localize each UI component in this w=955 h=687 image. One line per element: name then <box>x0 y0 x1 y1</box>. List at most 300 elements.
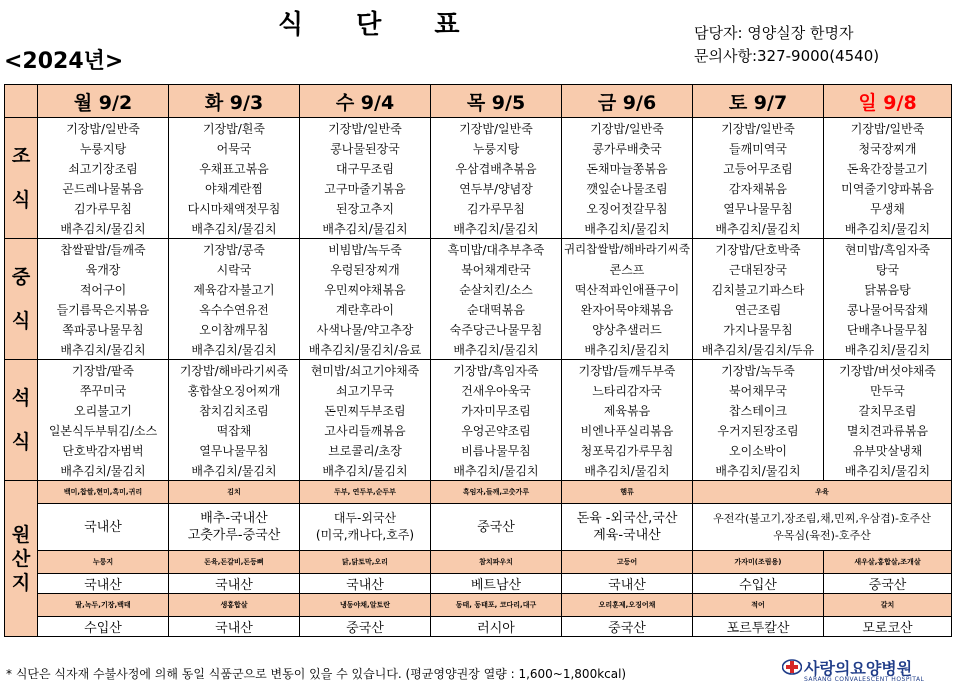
menu-item <box>169 118 300 139</box>
menu-item-text: 우거지된장조림 <box>717 423 799 438</box>
origin-label: 원 산 지 <box>5 481 38 637</box>
menu-item <box>431 460 562 481</box>
menu-item-text: 기장밥/콩죽 <box>202 242 265 257</box>
menu-item <box>431 380 562 400</box>
page-title: 식 단 표 <box>278 10 482 40</box>
menu-item <box>169 319 300 339</box>
menu-item-text: 오이소박이 <box>729 443 787 458</box>
menu-item-text: 열무나물무침 <box>723 201 793 216</box>
menu-item-text: 들기름묵은지볶음 <box>56 302 150 317</box>
menu-item <box>824 218 952 239</box>
menu-item-text: 연두부/양념장 <box>459 181 533 196</box>
origin-value: 중국산 <box>431 504 562 551</box>
origin-head: 새우살,홍합살,조개살 <box>824 551 952 574</box>
origin-value: 베트남산 <box>431 574 562 594</box>
menu-item-text: 갈치무조림 <box>858 403 917 418</box>
menu-item <box>169 138 300 158</box>
menu-item <box>431 279 562 299</box>
menu-item <box>38 239 169 260</box>
menu-item <box>169 440 300 460</box>
menu-item <box>693 158 824 178</box>
menu-item <box>693 440 824 460</box>
menu-item <box>562 239 693 260</box>
menu-item-text: 배추김치/물김치 <box>191 221 277 236</box>
menu-item <box>431 118 562 139</box>
menu-item <box>300 158 431 178</box>
menu-item-text: 배추김치/물김치 <box>191 342 277 357</box>
menu-item <box>562 460 693 481</box>
menu-item-text: 배추김치/물김치 <box>191 463 277 478</box>
menu-item-text: 참치김치조림 <box>199 403 269 418</box>
menu-item <box>562 259 693 279</box>
origin-head: 닭,닭토막,오리 <box>300 551 431 574</box>
menu-item <box>693 279 824 299</box>
origin-head: 동태, 동태포, 코다리,대구 <box>431 594 562 617</box>
menu-item <box>562 339 693 360</box>
origin-head: 누룽지 <box>38 551 169 574</box>
menu-item-text: 배추김치/물김치 <box>322 221 408 236</box>
menu-item-text: 흑미밥/대추부추죽 <box>447 242 545 257</box>
origin-value: 국내산 <box>300 574 431 594</box>
menu-item-text: 북어채무국 <box>729 383 787 398</box>
origin-value: 국내산 <box>169 617 300 637</box>
menu-item <box>562 440 693 460</box>
origin-value: 우전각(불고기,장조림,채,민찌,우삼겹)-호주산 우목심(육전)-호주산 <box>693 504 952 551</box>
menu-item <box>169 279 300 299</box>
menu-item <box>693 259 824 279</box>
menu-item <box>38 400 169 420</box>
menu-item <box>824 360 952 381</box>
menu-item-text: 현미밥/쇠고기야채죽 <box>310 363 420 378</box>
menu-item-text: 어묵국 <box>216 141 252 156</box>
origin-head: 적어 <box>693 594 824 617</box>
menu-item-text: 기장밥/일반죽 <box>459 121 533 136</box>
menu-item-text: 현미밥/흑임자죽 <box>844 242 931 257</box>
menu-item <box>693 380 824 400</box>
menu-item-text: 배추김치/물김치 <box>584 463 670 478</box>
menu-item-text: 탕국 <box>875 262 900 277</box>
menu-item <box>824 339 952 360</box>
menu-item <box>300 339 431 360</box>
origin-value: 국내산 <box>38 574 169 594</box>
origin-head: 돈육,돈갈비,돈등뼈 <box>169 551 300 574</box>
origin-value: 수입산 <box>693 574 824 594</box>
menu-item <box>431 259 562 279</box>
menu-item-text: 배추김치/물김치 <box>60 342 146 357</box>
menu-item-text: 콘스프 <box>609 262 645 277</box>
menu-item-text: 기장밥/흰죽 <box>202 121 265 136</box>
origin-value: 대두-외국산 (미국,캐나다,호주) <box>300 504 431 551</box>
menu-item-text: 우렁된장찌개 <box>330 262 400 277</box>
menu-item-text: 배추김치/물김치 <box>844 463 931 478</box>
menu-item <box>431 319 562 339</box>
menu-item <box>38 440 169 460</box>
menu-item <box>693 118 824 139</box>
menu-item-text: 배추김치/물김치 <box>844 221 931 236</box>
origin-value: 포르투칼산 <box>693 617 824 637</box>
menu-item-text: 오징어젓갈무침 <box>586 201 668 216</box>
menu-item <box>38 138 169 158</box>
menu-item-text: 기장밥/일반죽 <box>66 121 140 136</box>
menu-item <box>300 178 431 198</box>
menu-item <box>824 158 952 178</box>
menu-item-text: 유부맛살냉채 <box>852 443 923 458</box>
menu-item-text: 단호박감자범벅 <box>62 443 144 458</box>
menu-item <box>562 360 693 381</box>
menu-item <box>824 299 952 319</box>
menu-item <box>300 299 431 319</box>
menu-item <box>824 440 952 460</box>
menu-item <box>300 239 431 260</box>
menu-item-text: 단배추나물무침 <box>846 322 929 337</box>
menu-item <box>562 198 693 218</box>
menu-item <box>562 319 693 339</box>
menu-item <box>169 400 300 420</box>
footer-note: * 식단은 식자재 수불사정에 의해 동일 식품군으로 변동이 있을 수 있습니다. (평균영양권장 열량 : 1,600~1,800kcal) <box>6 667 627 681</box>
menu-item-text: 고구마줄기볶음 <box>324 181 406 196</box>
cross-icon <box>782 658 802 676</box>
corner-cell <box>5 85 38 118</box>
day-header: 일 9/8 <box>824 85 952 118</box>
menu-item <box>169 299 300 319</box>
menu-item-text: 배추김치/물김치 <box>844 342 931 357</box>
menu-item-text: 제육볶음 <box>603 403 651 418</box>
menu-item <box>431 138 562 158</box>
menu-item <box>562 420 693 440</box>
menu-item <box>431 178 562 198</box>
menu-item <box>300 138 431 158</box>
menu-item-text: 적어구이 <box>79 282 127 297</box>
menu-item <box>562 158 693 178</box>
menu-item-text: 쇠고기장조림 <box>68 161 138 176</box>
origin-head: 두부, 연두부,순두부 <box>300 481 431 504</box>
menu-item-text: 만두국 <box>870 383 905 398</box>
menu-item-text: 콩가루배춧국 <box>592 141 662 156</box>
menu-item-text: 쪽파콩나물무침 <box>62 322 144 337</box>
menu-item-text: 양상추샐러드 <box>592 322 662 337</box>
menu-item <box>824 118 952 139</box>
menu-item-text: 콩나물된장국 <box>330 141 400 156</box>
menu-item-text: 육개장 <box>85 262 121 277</box>
menu-item-text: 기장밥/일반죽 <box>328 121 402 136</box>
menu-item-text: 브로콜리/초장 <box>328 443 402 458</box>
menu-item <box>169 380 300 400</box>
menu-item <box>562 400 693 420</box>
menu-item <box>431 158 562 178</box>
origin-head: 참치파우치 <box>431 551 562 574</box>
menu-item-text: 배추김치/물김치 <box>584 221 670 236</box>
menu-item-text: 기장밥/일반죽 <box>590 121 664 136</box>
menu-item-text: 배추김치/물김치 <box>60 221 146 236</box>
menu-item <box>693 339 824 360</box>
menu-item <box>824 380 952 400</box>
menu-item <box>38 460 169 481</box>
menu-item <box>38 158 169 178</box>
menu-item-text: 고등어무조림 <box>723 161 793 176</box>
menu-item-text: 기장밥/흑임자죽 <box>453 363 539 378</box>
menu-item <box>38 198 169 218</box>
menu-item-text: 우민찌야채볶음 <box>324 282 406 297</box>
origin-head: 고등어 <box>562 551 693 574</box>
menu-item-text: 김가루무침 <box>467 201 525 216</box>
origin-value: 중국산 <box>824 574 952 594</box>
menu-item-text: 기장밥/일반죽 <box>721 121 795 136</box>
menu-item-text: 배추김치/물김치/두유 <box>701 342 815 357</box>
origin-head: 팥,녹두,기장,백태 <box>38 594 169 617</box>
menu-item <box>38 319 169 339</box>
menu-item-text: 시락국 <box>216 262 252 277</box>
menu-item <box>431 218 562 239</box>
menu-item-text: 귀리찹쌀밥/해바라기씨죽 <box>563 242 691 256</box>
menu-item-text: 다시마채액젓무침 <box>187 201 281 216</box>
menu-item <box>38 360 169 381</box>
menu-item <box>693 198 824 218</box>
menu-item <box>38 118 169 139</box>
day-header: 토 9/7 <box>693 85 824 118</box>
menu-item-text: 배추김치/물김치 <box>322 463 408 478</box>
menu-item-text: 김가루무침 <box>74 201 132 216</box>
meal-label: 중 식 <box>5 239 38 360</box>
menu-item-text: 기장밥/들깨두부죽 <box>578 363 676 378</box>
contact-inquiry: 문의사항:327-9000(4540) <box>694 47 880 65</box>
menu-item-text: 떡잡채 <box>216 423 252 438</box>
origin-value: 중국산 <box>300 617 431 637</box>
origin-value: 중국산 <box>562 617 693 637</box>
menu-item <box>431 299 562 319</box>
menu-item <box>693 239 824 260</box>
menu-item-text: 멸치견과류볶음 <box>846 423 929 438</box>
menu-item-text: 오이참깨무침 <box>199 322 269 337</box>
day-header: 목 9/5 <box>431 85 562 118</box>
menu-item-text: 우채표고볶음 <box>199 161 269 176</box>
menu-item <box>38 178 169 198</box>
menu-item-text: 열무나물무침 <box>199 443 269 458</box>
menu-item <box>562 279 693 299</box>
menu-item-text: 기장밥/버섯야채죽 <box>839 363 936 378</box>
menu-item <box>300 460 431 481</box>
menu-item-text: 된장고추지 <box>336 201 394 216</box>
menu-item <box>169 239 300 260</box>
menu-item <box>431 239 562 260</box>
menu-item-text: 비엔나푸실리볶음 <box>580 423 674 438</box>
menu-item-text: 배추김치/물김치 <box>60 463 146 478</box>
menu-item-text: 고사리들깨볶음 <box>324 423 406 438</box>
menu-item <box>300 259 431 279</box>
menu-item-text: 기장밥/녹두죽 <box>721 363 795 378</box>
menu-table <box>4 84 952 637</box>
menu-item <box>300 440 431 460</box>
menu-item-text: 가지나물무침 <box>723 322 793 337</box>
menu-item-text: 근대된장국 <box>729 262 787 277</box>
origin-head: 흑임자,들깨,고춧가루 <box>431 481 562 504</box>
logo-name: 사랑의요양병원 <box>804 659 913 678</box>
origin-value: 국내산 <box>169 574 300 594</box>
menu-item <box>300 380 431 400</box>
menu-item-text: 배추김치/물김치 <box>453 342 539 357</box>
menu-item-text: 순살치킨/소스 <box>459 282 533 297</box>
menu-item-text: 찹쌀팥밥/들깨죽 <box>60 242 146 257</box>
menu-item <box>431 198 562 218</box>
menu-item <box>693 360 824 381</box>
menu-item-text: 배추김치/물김치 <box>584 342 670 357</box>
menu-item <box>824 319 952 339</box>
menu-item-text: 순대떡볶음 <box>467 302 525 317</box>
logo-sub: SARANG CONVALESCENT HOSPITAL <box>804 676 925 683</box>
origin-head: 햄류 <box>562 481 693 504</box>
menu-item <box>300 118 431 139</box>
menu-item-text: 찹스테이크 <box>729 403 787 418</box>
menu-item <box>38 259 169 279</box>
menu-item <box>562 218 693 239</box>
menu-item-text: 감자채볶음 <box>729 181 787 196</box>
menu-item-text: 북어채계란국 <box>461 262 531 277</box>
origin-head: 백미,찹쌀,현미,흑미,귀리 <box>38 481 169 504</box>
menu-item-text: 기장밥/일반죽 <box>850 121 925 136</box>
year-label: <2024년> <box>4 49 124 74</box>
menu-item-text: 비름나물무침 <box>461 443 531 458</box>
menu-item <box>693 319 824 339</box>
menu-item-text: 완자어묵야채볶음 <box>580 302 674 317</box>
menu-item-text: 제육감자불고기 <box>193 282 275 297</box>
origin-value: 국내산 <box>38 504 169 551</box>
menu-item <box>300 279 431 299</box>
day-header: 화 9/3 <box>169 85 300 118</box>
menu-item <box>824 259 952 279</box>
day-header: 금 9/6 <box>562 85 693 118</box>
menu-item-text: 배추김치/물김치 <box>453 463 539 478</box>
menu-item <box>693 138 824 158</box>
menu-item <box>562 178 693 198</box>
menu-item <box>300 420 431 440</box>
menu-item-text: 기장밥/팥죽 <box>71 363 134 378</box>
menu-item-text: 오리불고기 <box>74 403 132 418</box>
menu-item <box>169 218 300 239</box>
menu-item <box>169 158 300 178</box>
menu-item <box>562 299 693 319</box>
meal-label: 조 식 <box>5 118 38 239</box>
origin-value: 돈육 -외국산,국산 계육-국내산 <box>562 504 693 551</box>
menu-item <box>824 138 952 158</box>
menu-item-text: 일본식두부튀김/소스 <box>48 423 158 438</box>
menu-item-text: 계란후라이 <box>336 302 394 317</box>
menu-item-text: 곤드레나물볶음 <box>62 181 144 196</box>
menu-item-text: 배추김치/물김치 <box>715 463 801 478</box>
menu-item-text: 들깨미역국 <box>729 141 787 156</box>
menu-item-text: 무생채 <box>870 201 905 216</box>
day-header: 수 9/4 <box>300 85 431 118</box>
menu-item <box>169 259 300 279</box>
menu-item-text: 우삼겹배추볶음 <box>455 161 537 176</box>
menu-item-text: 배추김치/물김치 <box>453 221 539 236</box>
menu-item <box>562 118 693 139</box>
menu-item <box>693 299 824 319</box>
menu-item <box>693 460 824 481</box>
origin-head: 김치 <box>169 481 300 504</box>
menu-item <box>38 218 169 239</box>
menu-item <box>38 380 169 400</box>
menu-item <box>824 400 952 420</box>
menu-item-text: 사색나물/약고추장 <box>316 322 414 337</box>
menu-item <box>431 440 562 460</box>
menu-item <box>824 279 952 299</box>
origin-head: 생홍합살 <box>169 594 300 617</box>
origin-value: 수입산 <box>38 617 169 637</box>
meal-label: 석 식 <box>5 360 38 481</box>
menu-item <box>169 178 300 198</box>
menu-item <box>38 279 169 299</box>
menu-item-text: 숙주당근나물무침 <box>449 322 543 337</box>
menu-item-text: 돈육간장불고기 <box>846 161 929 176</box>
origin-value: 배추-국내산 고춧가루-중국산 <box>169 504 300 551</box>
origin-head: 갈치 <box>824 594 952 617</box>
origin-head: 가자미(조림용) <box>693 551 824 574</box>
menu-item-text: 배추김치/물김치 <box>715 221 801 236</box>
menu-item <box>169 198 300 218</box>
menu-item <box>562 380 693 400</box>
menu-item <box>300 360 431 381</box>
hospital-logo <box>782 656 952 686</box>
origin-value: 모로코산 <box>824 617 952 637</box>
origin-head: 냉동야채,알토란 <box>300 594 431 617</box>
origin-value: 러시아 <box>431 617 562 637</box>
menu-item-text: 청국장찌개 <box>858 141 917 156</box>
menu-item <box>300 400 431 420</box>
menu-item <box>300 319 431 339</box>
menu-item <box>693 218 824 239</box>
menu-item-text: 홍합살오징어찌개 <box>187 383 281 398</box>
menu-item <box>693 400 824 420</box>
menu-item-text: 김치불고기파스타 <box>711 282 805 297</box>
menu-item-text: 콩나물어묵잡채 <box>846 302 929 317</box>
menu-item-text: 우엉곤약조림 <box>461 423 531 438</box>
menu-item <box>431 420 562 440</box>
menu-item <box>38 339 169 360</box>
menu-item-text: 기장밥/단호박죽 <box>715 242 801 257</box>
menu-item-text: 미역줄기양파볶음 <box>841 181 934 196</box>
menu-item <box>38 420 169 440</box>
menu-item-text: 느타리감자국 <box>592 383 662 398</box>
menu-item <box>431 360 562 381</box>
menu-item-text: 깻잎순나물조림 <box>586 181 668 196</box>
menu-item-text: 건새우아욱국 <box>461 383 531 398</box>
menu-item <box>169 360 300 381</box>
menu-item-text: 누룽지탕 <box>79 141 127 156</box>
menu-item <box>300 218 431 239</box>
menu-item <box>824 420 952 440</box>
menu-item-text: 야채계란찜 <box>205 181 263 196</box>
menu-item <box>431 339 562 360</box>
menu-item <box>431 400 562 420</box>
menu-item <box>169 460 300 481</box>
menu-item <box>824 198 952 218</box>
menu-item-text: 옥수수연유전 <box>199 302 269 317</box>
menu-item-text: 닭볶음탕 <box>864 282 911 297</box>
menu-item-text: 배추김치/물김치/음료 <box>308 342 422 357</box>
menu-item-text: 쭈꾸미국 <box>79 383 127 398</box>
menu-item <box>169 420 300 440</box>
menu-item-text: 떡산적파인애플구이 <box>574 282 680 297</box>
origin-head: 우육 <box>693 481 952 504</box>
menu-item <box>169 339 300 360</box>
contact-manager: 담당자: 영양실장 한명자 <box>694 24 854 42</box>
menu-item <box>693 178 824 198</box>
menu-item-text: 가자미무조림 <box>461 403 531 418</box>
day-header: 월 9/2 <box>38 85 169 118</box>
menu-item-text: 대구무조림 <box>336 161 394 176</box>
menu-item-text: 연근조림 <box>734 302 782 317</box>
menu-item-text: 쇠고기무국 <box>336 383 394 398</box>
menu-item-text: 돈민찌두부조림 <box>324 403 406 418</box>
